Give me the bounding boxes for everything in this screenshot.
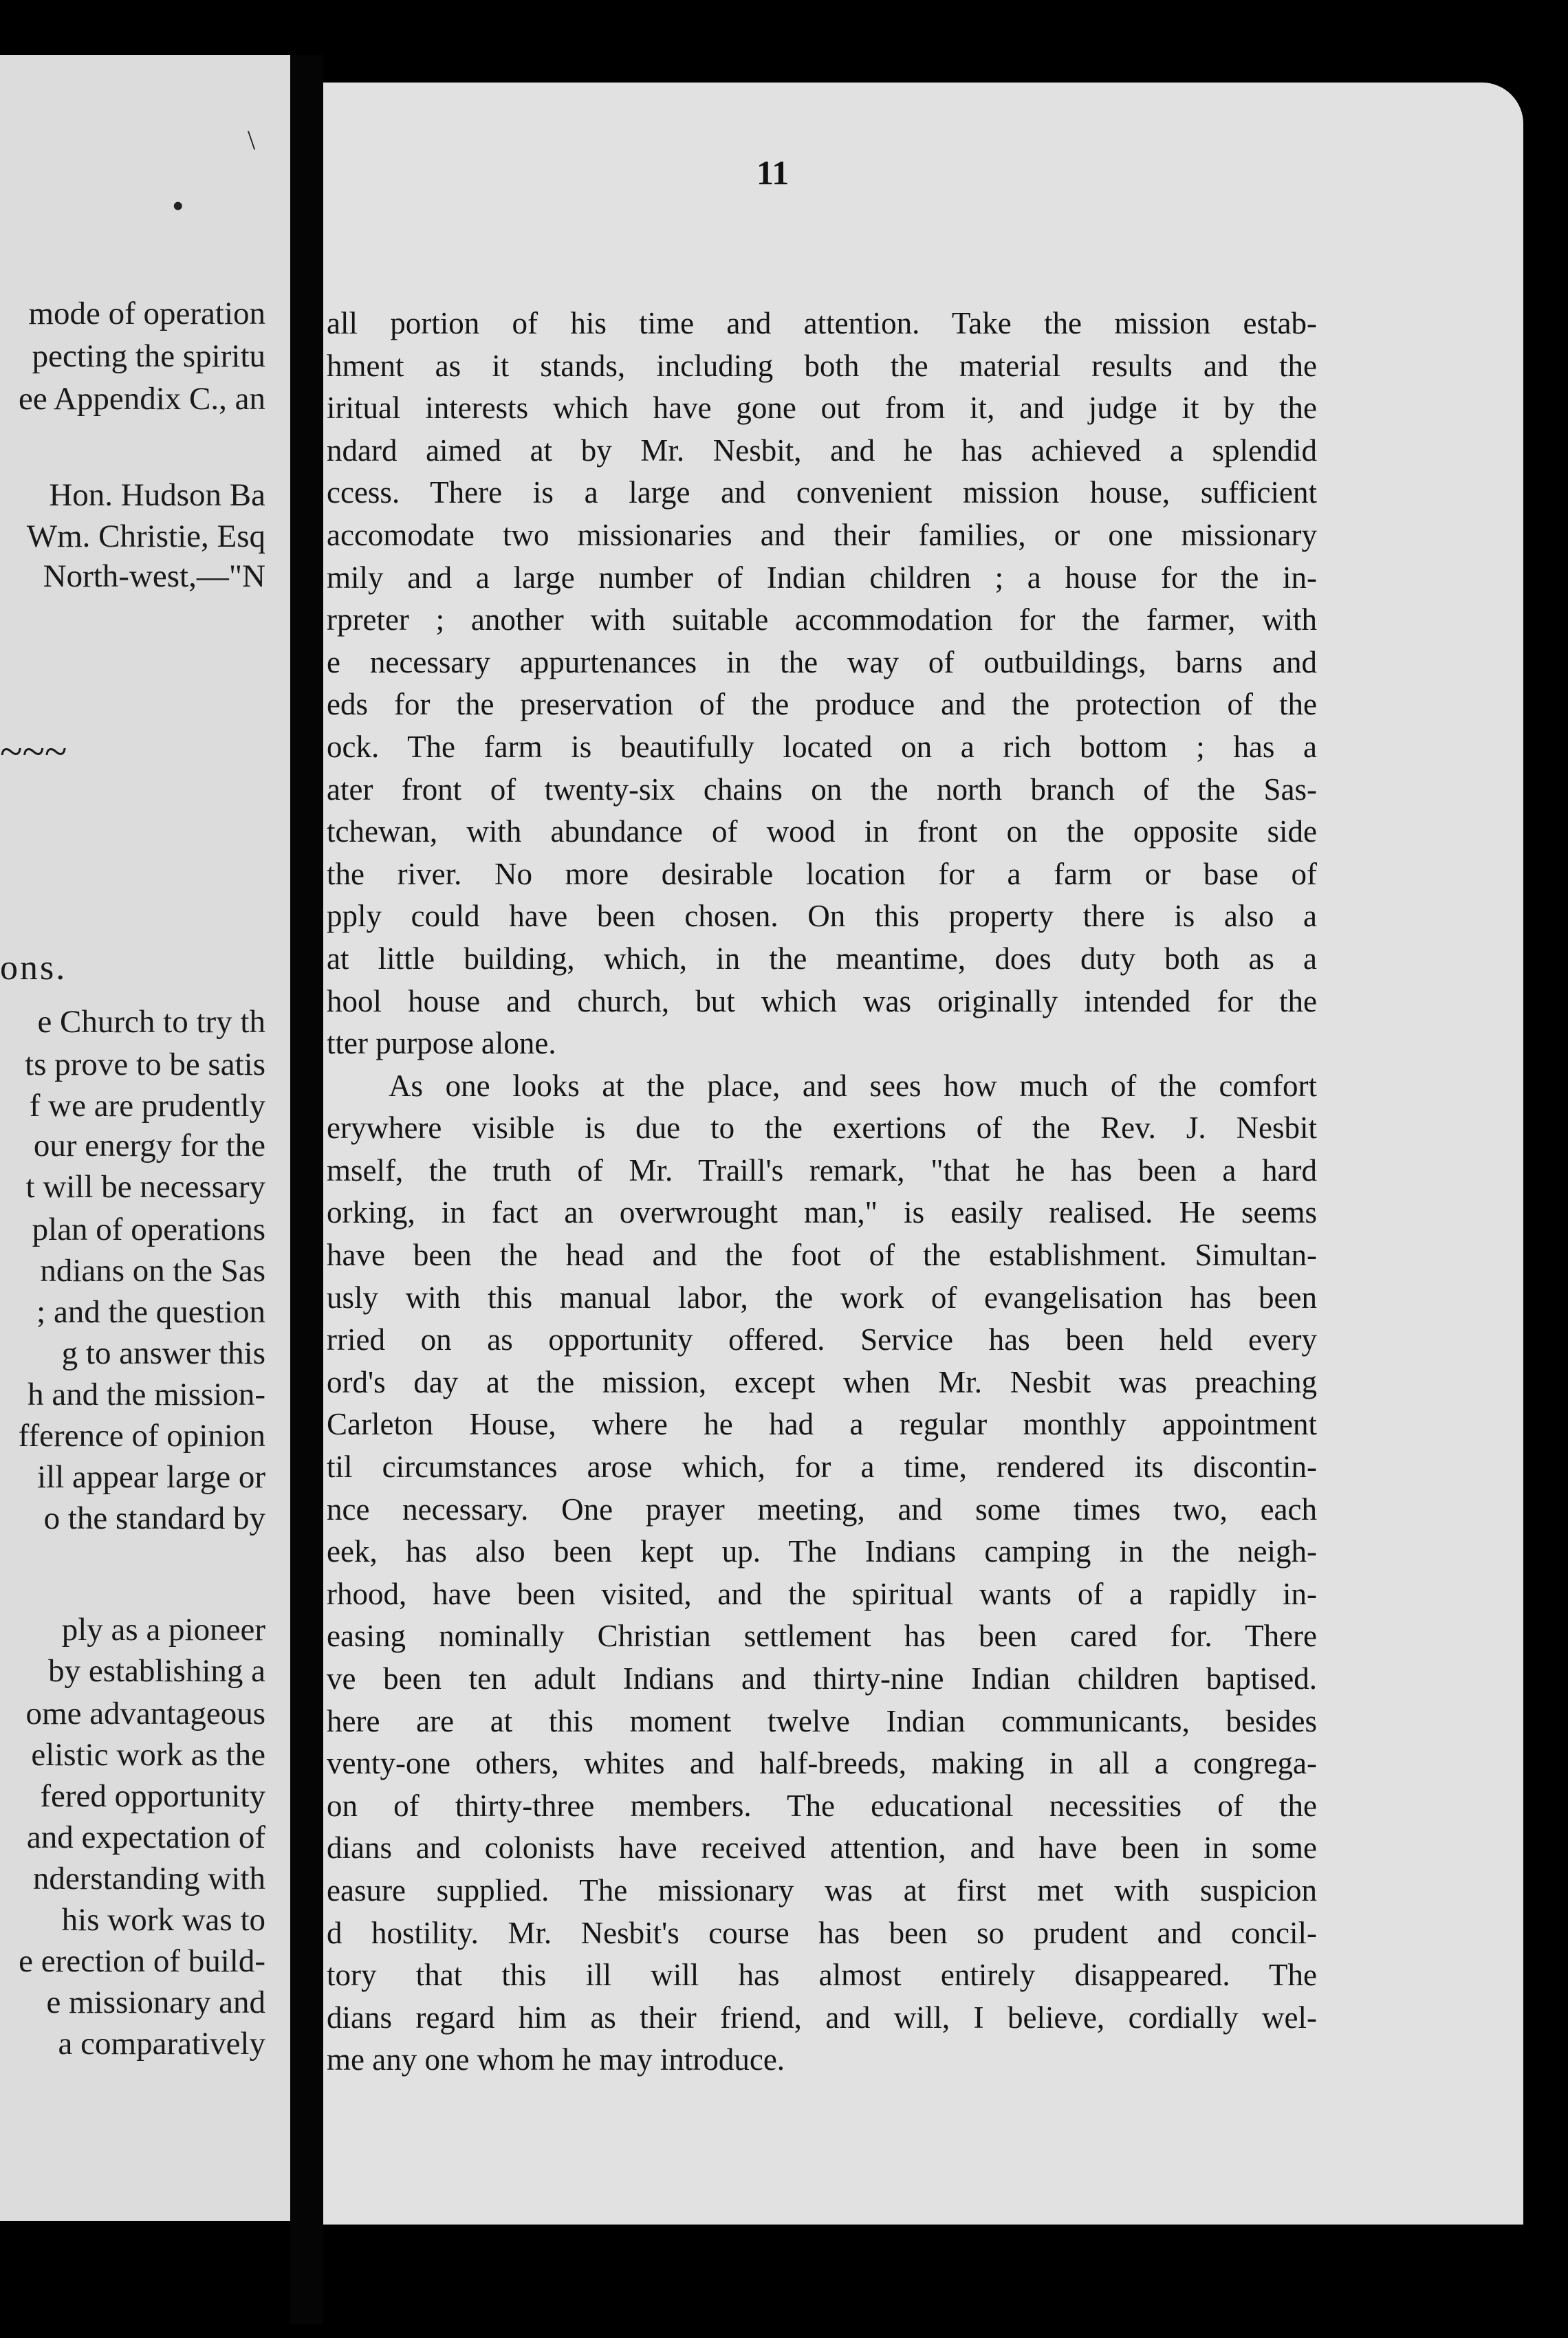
text-line: orking, in fact an overwrought man," is easily realised. He seems bbox=[327, 1195, 1317, 1230]
left-line: nderstanding with bbox=[32, 1861, 265, 1897]
text-line: tter purpose alone. bbox=[327, 1026, 556, 1061]
text-line: iritual interests which have gone out from it, and judge it by the bbox=[327, 391, 1317, 426]
left-line: ill appear large or bbox=[37, 1459, 265, 1495]
text-line: have been the head and the foot of the establishment. Simultan- bbox=[327, 1238, 1317, 1273]
text-line: Carleton House, where he had a regular monthly appointment bbox=[327, 1407, 1317, 1442]
text-line: easing nominally Christian settlement has been cared for. There bbox=[327, 1619, 1317, 1654]
text-line: eek, has also been kept up. The Indians camping in the neigh- bbox=[327, 1534, 1317, 1569]
text-line: me any one whom he may introduce. bbox=[327, 2042, 785, 2077]
text-line: e necessary appurtenances in the way of outbuildings, barns and bbox=[327, 644, 1317, 679]
left-line: ome advantageous bbox=[25, 1696, 265, 1731]
text-line: on of thirty-three members. The educational necessities of the bbox=[327, 1788, 1317, 1823]
text-line: pply could have been chosen. On this property there is also a bbox=[327, 899, 1317, 934]
page-dot: • bbox=[172, 186, 184, 225]
text-line: til circumstances arose which, for a time, rendered its discontin- bbox=[327, 1450, 1317, 1485]
text-line: As one looks at the place, and sees how much of the comfort bbox=[389, 1068, 1317, 1103]
left-line: elistic work as the bbox=[31, 1737, 265, 1773]
left-line: our energy for the bbox=[33, 1128, 265, 1163]
text-line: hool house and church, but which was originally intended for the bbox=[327, 983, 1317, 1018]
text-line: tchewan, with abundance of wood in front on the opposite side bbox=[327, 814, 1317, 849]
left-line: his work was to bbox=[61, 1902, 265, 1938]
left-line: North-west,—"N bbox=[43, 558, 265, 594]
text-line: rried on as opportunity offered. Service has been held every bbox=[327, 1322, 1317, 1357]
left-line: Wm. Christie, Esq bbox=[26, 518, 265, 554]
left-line: ndians on the Sas bbox=[40, 1253, 265, 1289]
body-text bbox=[327, 303, 1317, 2082]
text-line: dians regard him as their friend, and will, I believe, cordially wel- bbox=[327, 2000, 1317, 2035]
left-line: pecting the spiritu bbox=[32, 338, 265, 374]
left-line: fered opportunity bbox=[40, 1778, 265, 1814]
page-mark: \ bbox=[248, 124, 256, 155]
text-line: ater front of twenty-six chains on the north branch of the Sas- bbox=[327, 772, 1317, 807]
page-number: 11 bbox=[756, 153, 790, 192]
text-line: mily and a large number of Indian children ; a house for the in- bbox=[327, 560, 1317, 595]
text-line: accomodate two missionaries and their families, or one missionary bbox=[327, 517, 1317, 552]
section-heading: ons. bbox=[0, 948, 67, 987]
left-line: ; and the question bbox=[36, 1294, 265, 1330]
text-line: ord's day at the mission, except when Mr. Nesbit was preaching bbox=[327, 1364, 1317, 1399]
text-line: the river. No more desirable location for a farm or base of bbox=[327, 856, 1317, 891]
text-line: all portion of his time and attention. Take the mission estab- bbox=[327, 306, 1317, 340]
left-line: ts prove to be satis bbox=[25, 1047, 265, 1082]
left-line: h and the mission- bbox=[28, 1377, 265, 1412]
text-line: nce necessary. One prayer meeting, and some times two, each bbox=[327, 1492, 1317, 1527]
text-line: hment as it stands, including both the material results and the bbox=[327, 348, 1317, 383]
left-line: ee Appendix C., an bbox=[19, 381, 265, 417]
text-line: easure supplied. The missionary was at first met with suspicion bbox=[327, 1872, 1317, 1908]
left-line: mode of operation bbox=[28, 296, 265, 331]
text-line: ock. The farm is beautifully located on a rich bottom ; has a bbox=[327, 729, 1317, 764]
left-line: fference of opinion bbox=[18, 1418, 265, 1454]
text-line: venty-one others, whites and half-breeds, making in all a congrega- bbox=[327, 1746, 1317, 1781]
left-line: o the standard by bbox=[43, 1500, 265, 1536]
text-line: ve been ten adult Indians and thirty-nine Indian children baptised. bbox=[327, 1661, 1317, 1696]
text-line: ccess. There is a large and convenient mission house, sufficient bbox=[327, 475, 1317, 510]
left-line: ply as a pioneer bbox=[61, 1612, 265, 1648]
text-line: ndard aimed at by Mr. Nesbit, and he has achieved a splendid bbox=[327, 433, 1317, 468]
left-line: by establishing a bbox=[48, 1653, 265, 1689]
left-line: e erection of build- bbox=[19, 1943, 265, 1979]
left-line: g to answer this bbox=[61, 1335, 265, 1371]
text-line: dians and colonists have received attention, and have been in some bbox=[327, 1831, 1317, 1866]
book-spine-gutter bbox=[290, 55, 323, 2324]
left-line: plan of operations bbox=[32, 1212, 265, 1247]
text-line: erywhere visible is due to the exertions of the Rev. J. Nesbit bbox=[327, 1111, 1317, 1146]
left-line: t will be necessary bbox=[25, 1169, 265, 1205]
text-line: usly with this manual labor, the work of evangelisation has been bbox=[327, 1280, 1317, 1315]
ornament-rule: ~~~ bbox=[0, 729, 67, 774]
left-line: f we are prudently bbox=[29, 1088, 265, 1124]
text-line: rhood, have been visited, and the spiritual wants of a rapidly in- bbox=[327, 1576, 1317, 1611]
text-line: at little building, which, in the meantime, does duty both as a bbox=[327, 941, 1317, 976]
left-line: e Church to try th bbox=[37, 1004, 265, 1040]
left-line: e missionary and bbox=[46, 1985, 265, 2020]
text-line: d hostility. Mr. Nesbit's course has been so prudent and concil- bbox=[327, 1915, 1317, 1950]
text-line: eds for the preservation of the produce and the protection of the bbox=[327, 687, 1317, 722]
text-line: rpreter ; another with suitable accommodation for the farmer, with bbox=[327, 602, 1317, 637]
text-line: mself, the truth of Mr. Traill's remark, "that he has been a hard bbox=[327, 1152, 1317, 1188]
text-line: here are at this moment twelve Indian communicants, besides bbox=[327, 1703, 1317, 1738]
left-line: and expectation of bbox=[26, 1820, 265, 1855]
previous-page-fragment bbox=[0, 55, 296, 2221]
left-line: a comparatively bbox=[58, 2026, 265, 2062]
left-line: Hon. Hudson Ba bbox=[49, 477, 265, 513]
text-line: tory that this ill will has almost entirely disappeared. The bbox=[327, 1958, 1317, 1993]
